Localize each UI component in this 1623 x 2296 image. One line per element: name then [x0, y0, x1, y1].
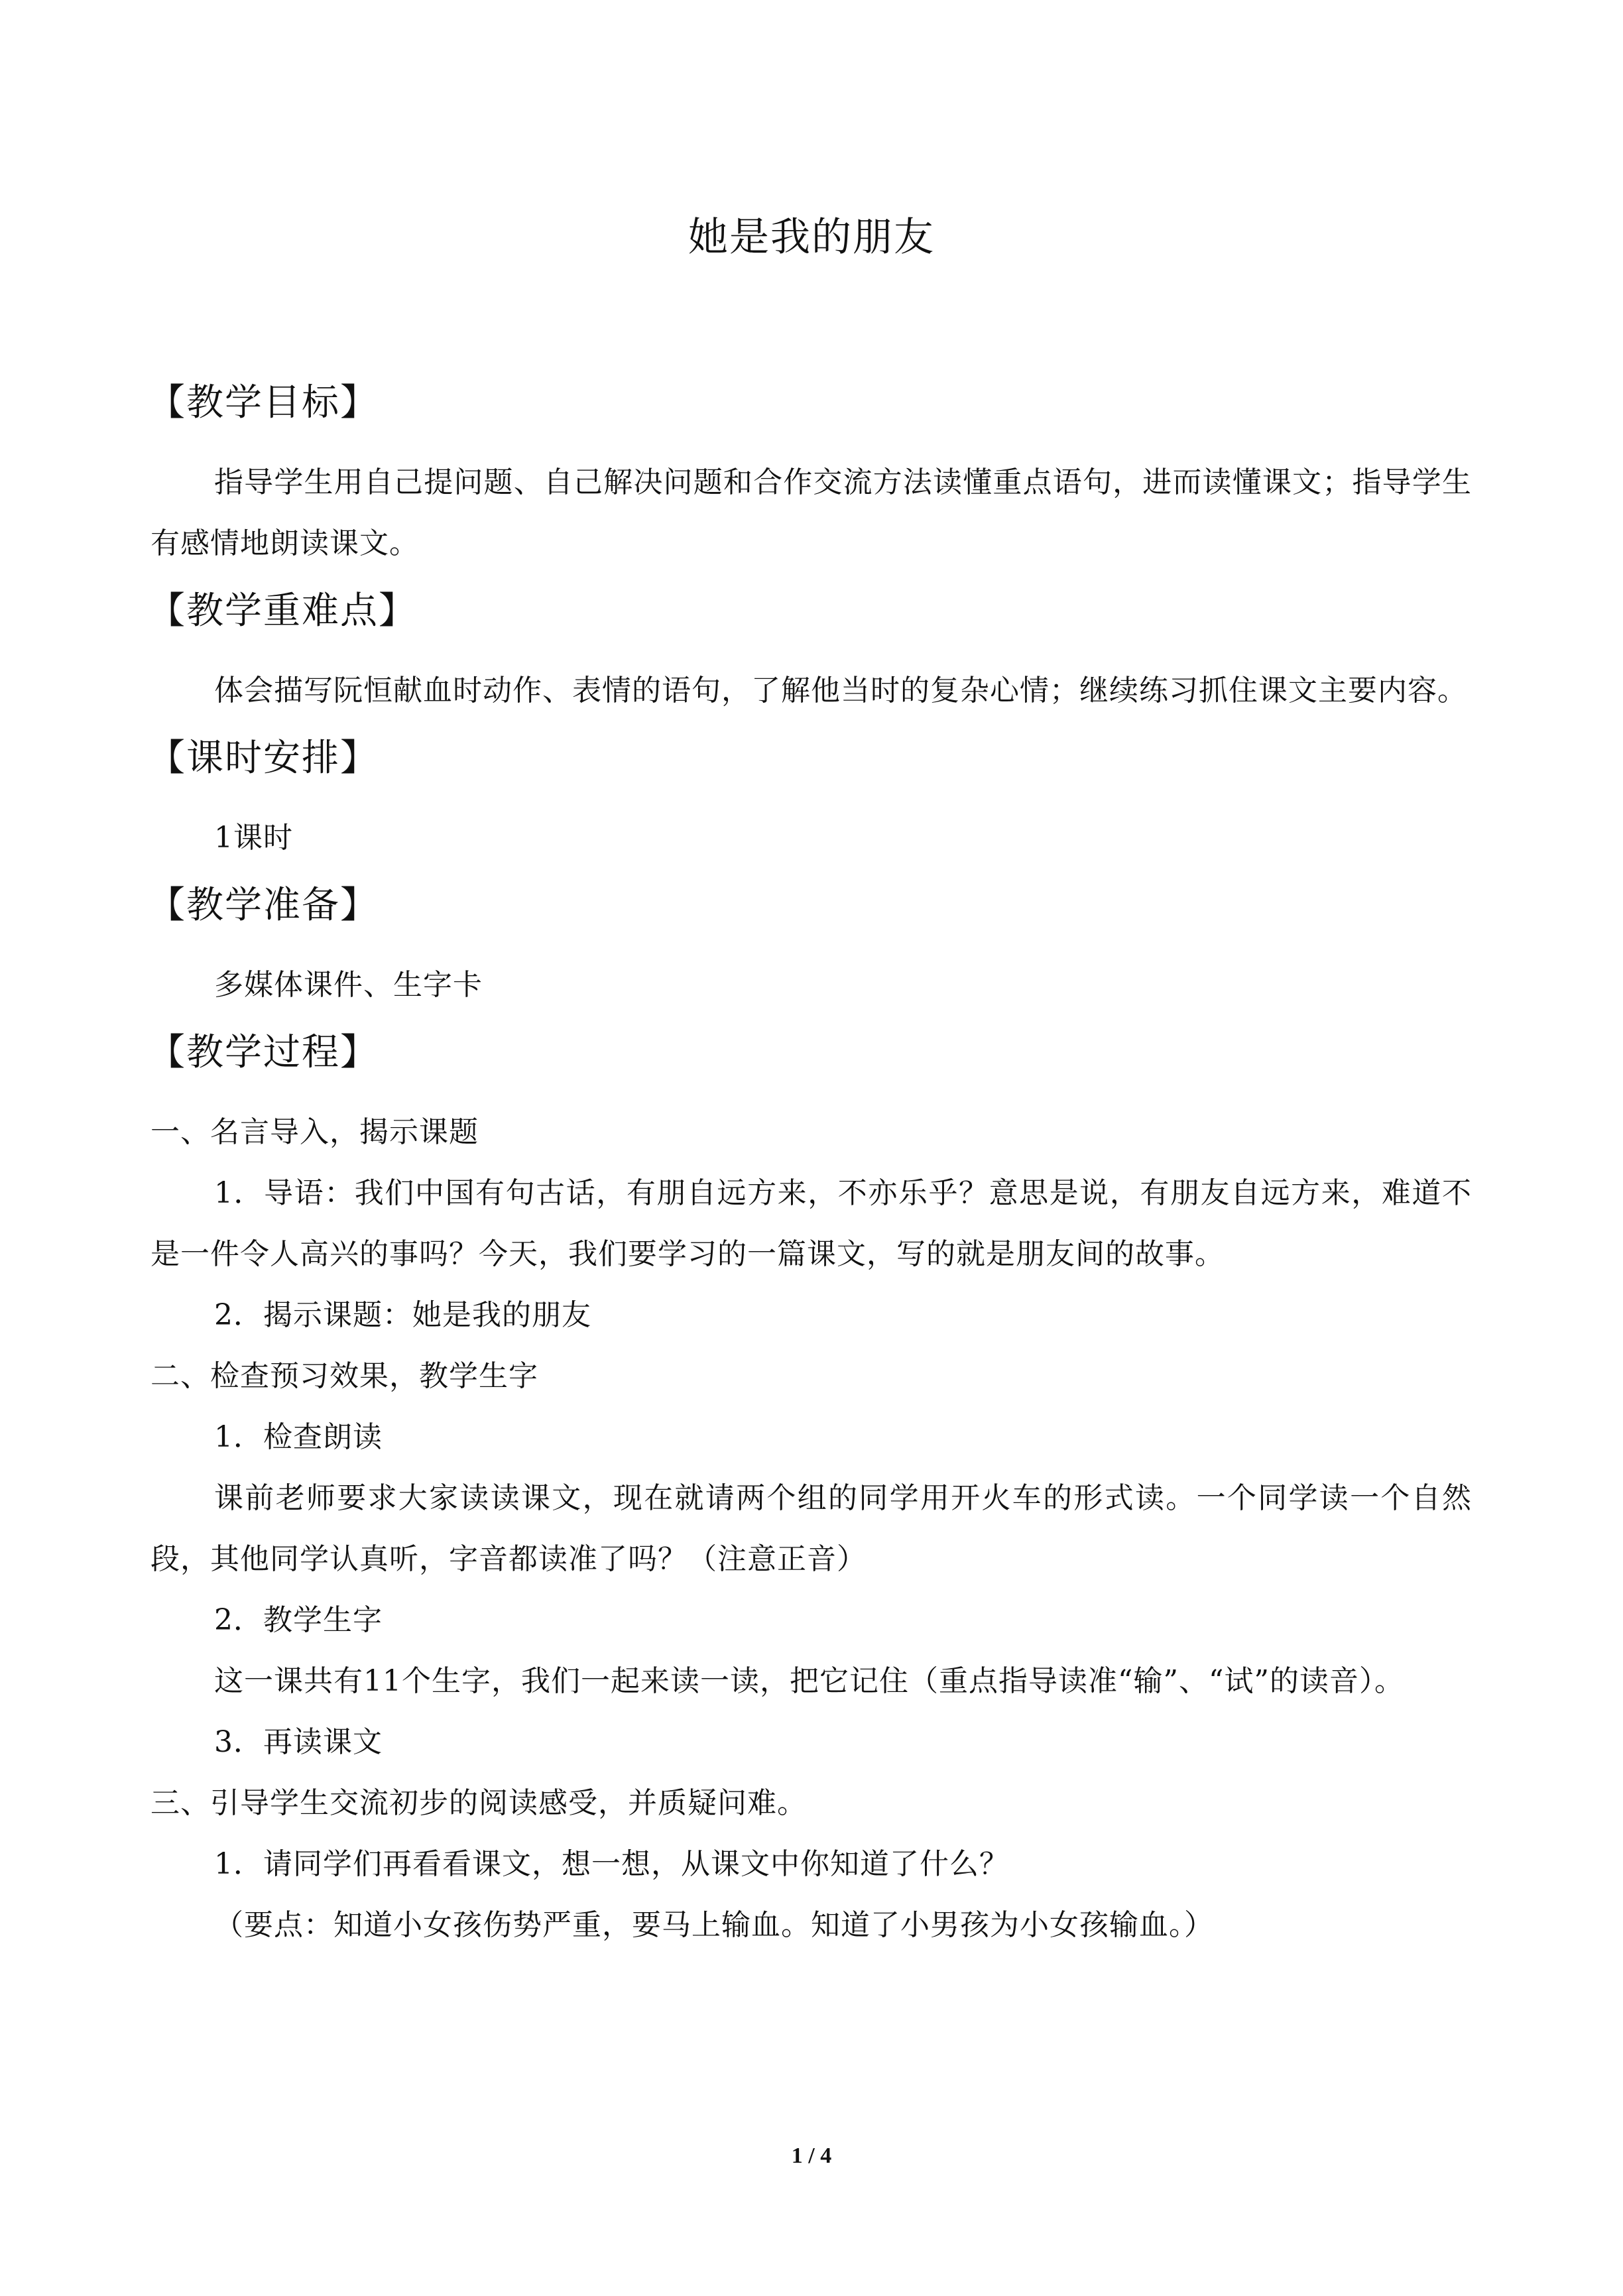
page-number: 1 / 4 — [791, 2144, 832, 2168]
paragraph-teaching-goals: 指导学生用自己提问题、自己解决问题和合作交流方法读懂重点语句，进而读懂课文；指导学生有感情地朗读课文。 — [150, 465, 1472, 560]
process-section-1-title: 一、名言导入，揭示课题 — [150, 1115, 479, 1149]
process-section-2-title: 二、检查预习效果，教学生字 — [150, 1359, 538, 1393]
process-section-3-paragraph-1: 1．请同学们再看看课文，想一想，从课文中你知道了什么？ — [214, 1847, 1009, 1881]
document-title: 她是我的朋友 — [688, 214, 935, 261]
heading-process: 【教学过程】 — [148, 1031, 379, 1074]
heading-teaching-goals: 【教学目标】 — [148, 381, 379, 424]
process-section-1-paragraph-1: 1．导语：我们中国有句古话，有朋自远方来，不亦乐乎？意思是说，有朋友自远方来，难道不是一件令人高兴的事吗？今天，我们要学习的一篇课文，写的就是朋友间的故事。 — [150, 1176, 1472, 1271]
process-section-2-paragraph-2: 课前老师要求大家读读课文，现在就请两个组的同学用开火车的形式读。一个同学读一个自然段，其他同学认真听，字音都读准了吗？（注意正音） — [150, 1481, 1472, 1576]
heading-schedule: 【课时安排】 — [148, 737, 379, 780]
heading-key-points: 【教学重难点】 — [148, 589, 417, 633]
process-section-3-paragraph-2: （要点：知道小女孩伤势严重，要马上输血。知道了小男孩为小女孩输血。） — [214, 1908, 1214, 1942]
paragraph-schedule: 1课时 — [214, 821, 293, 855]
paragraph-key-points: 体会描写阮恒献血时动作、表情的语句，了解他当时的复杂心情；继续练习抓住课文主要内容。 — [214, 674, 1467, 707]
process-section-1-paragraph-2: 2．揭示课题：她是我的朋友 — [214, 1298, 591, 1332]
document-body — [150, 378, 1472, 1956]
process-section-2-paragraph-4: 这一课共有11个生字，我们一起来读一读，把它记住（重点指导读准“输”、“试”的读音）。 — [214, 1664, 1404, 1698]
paragraph-preparation: 多媒体课件、生字卡 — [214, 968, 483, 1002]
process-section-2-paragraph-5: 3．再读课文 — [214, 1725, 383, 1759]
heading-preparation: 【教学准备】 — [148, 884, 379, 927]
process-section-2-paragraph-1: 1．检查朗读 — [214, 1420, 383, 1454]
process-section-2-paragraph-3: 2．教学生字 — [214, 1603, 383, 1637]
process-section-3-title: 三、引导学生交流初步的阅读感受，并质疑问难。 — [150, 1786, 807, 1820]
